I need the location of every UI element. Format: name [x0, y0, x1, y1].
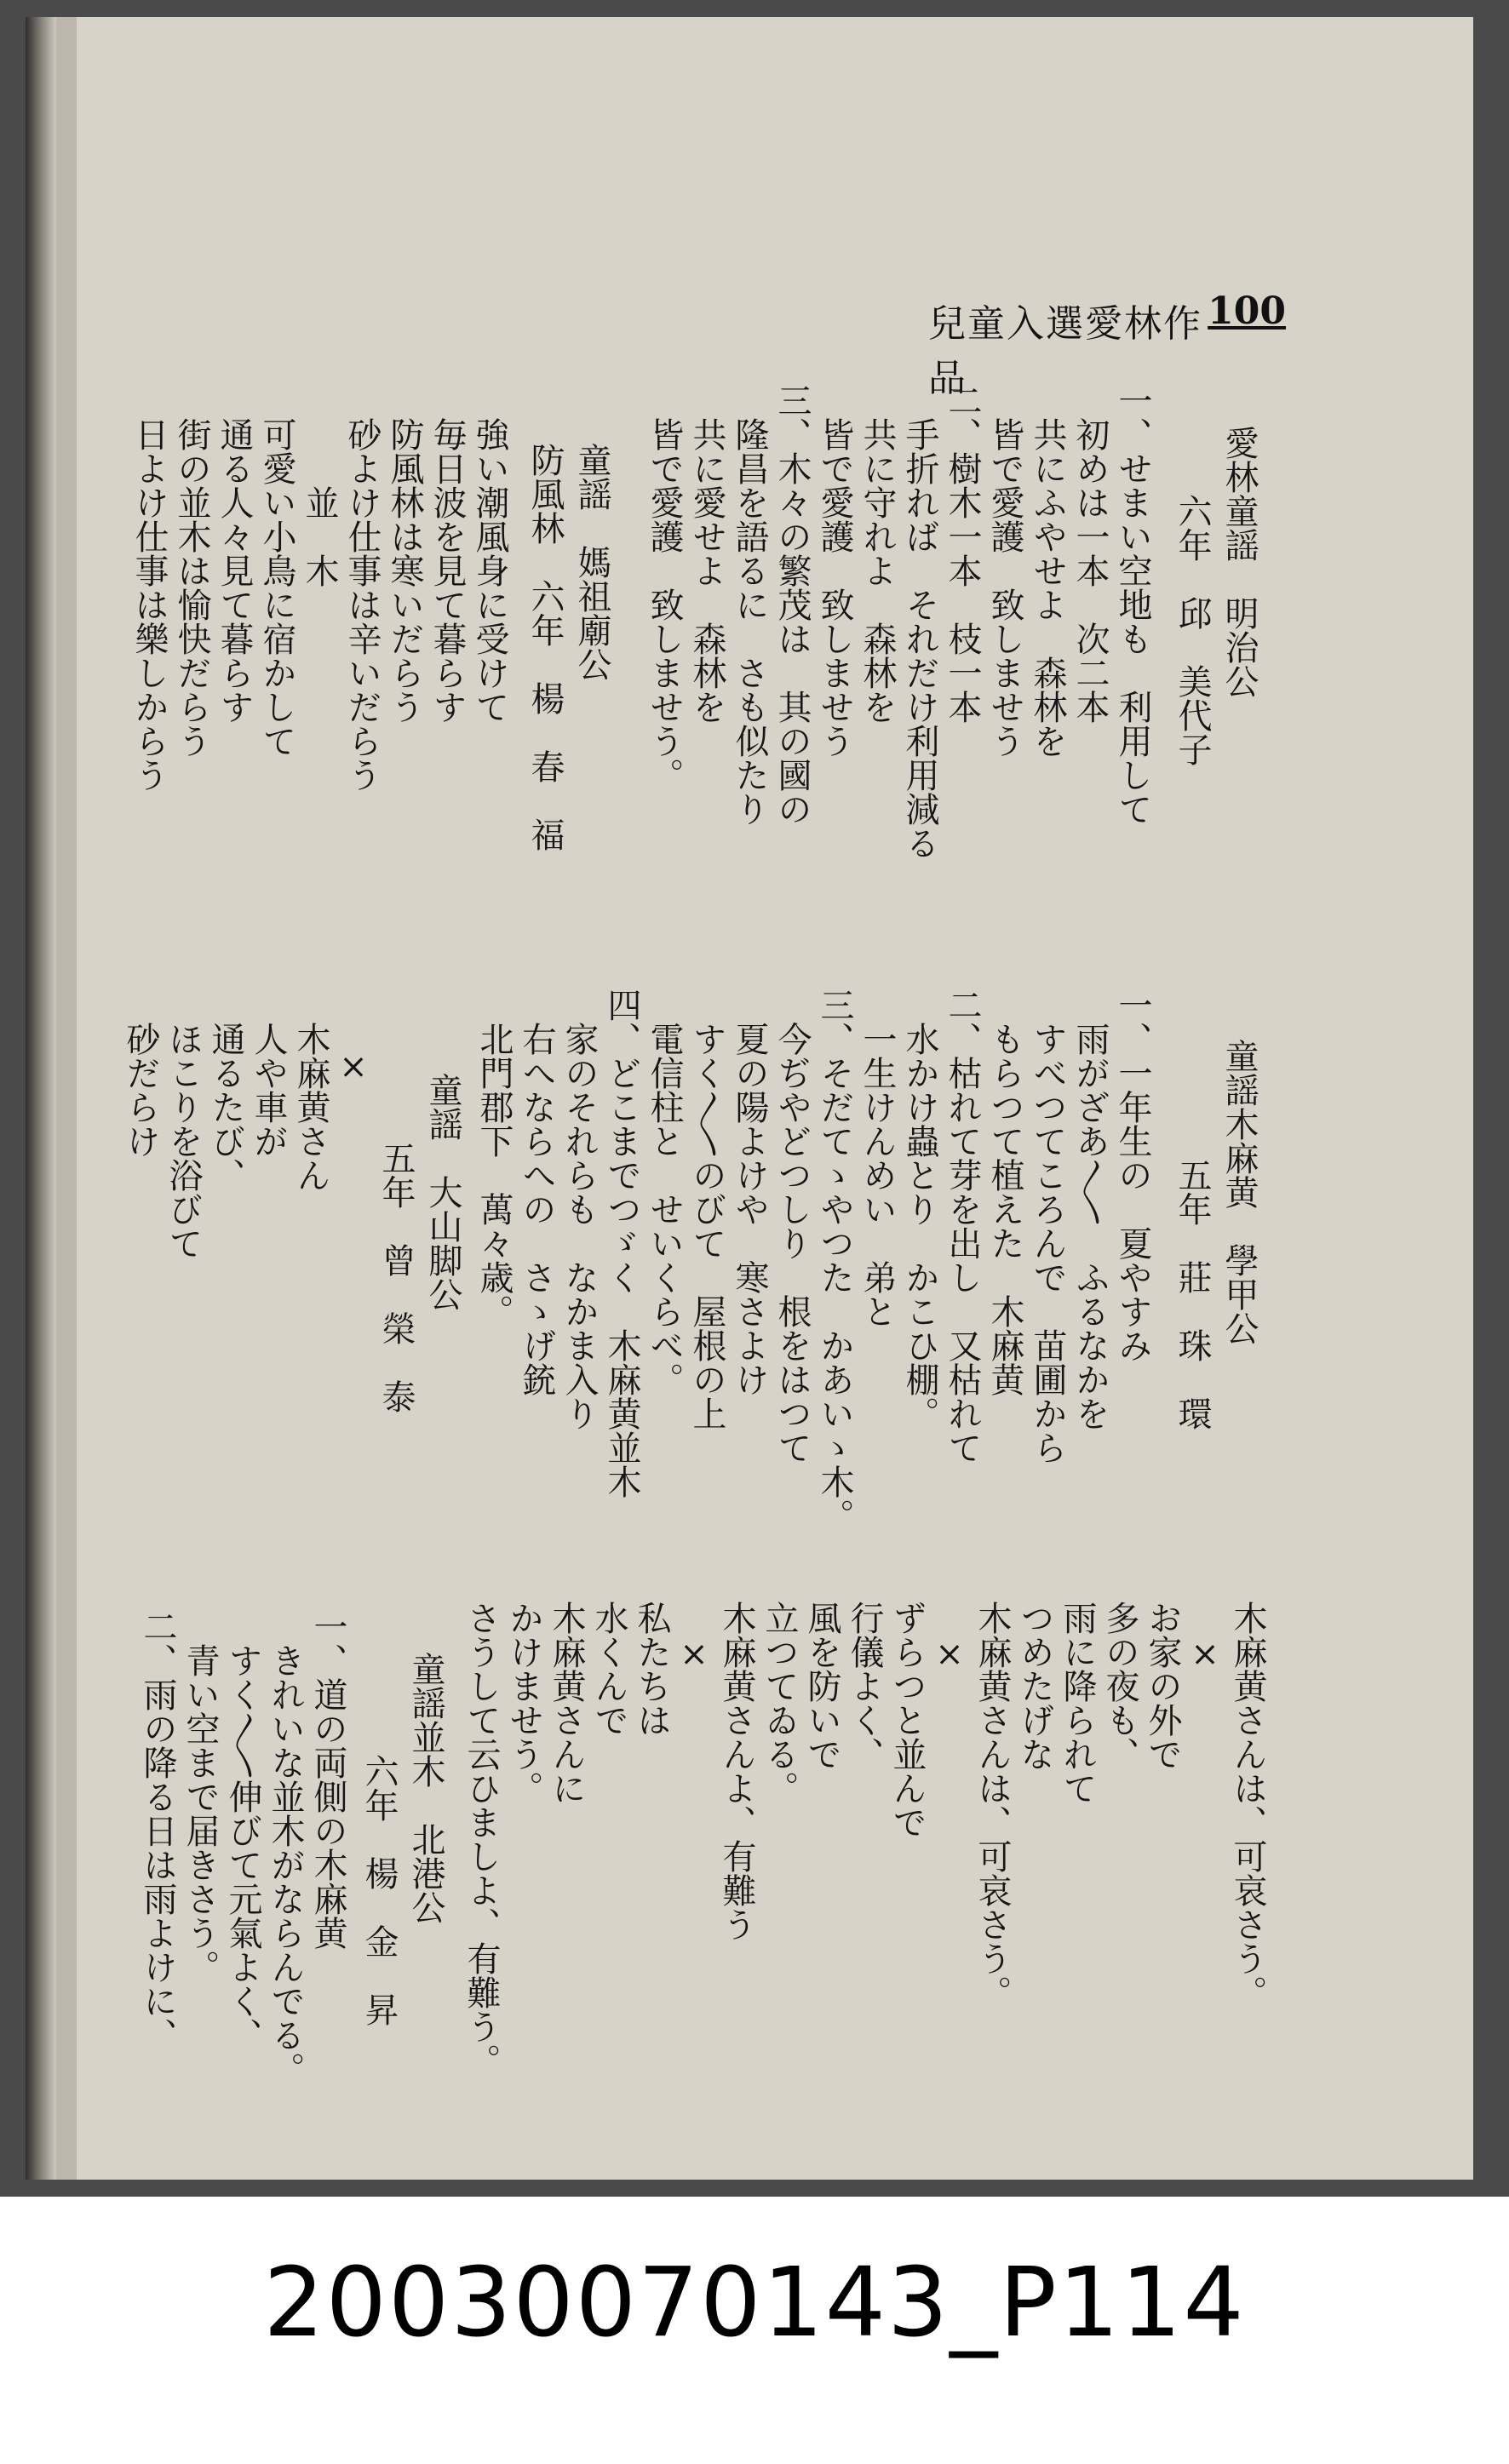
poem-line: 砂よけ仕事は辛いだらう: [342, 417, 382, 792]
poem-line: 街の並木は愉快だらう: [172, 417, 211, 758]
poem-line: 防風林は寒いだらう: [385, 417, 424, 724]
poem-line: 人や車が: [249, 1022, 288, 1158]
poem-line: ×: [334, 1047, 373, 1086]
page-number: 100: [1208, 289, 1286, 333]
header-title: 兒童入選愛林作品: [928, 302, 1202, 400]
poem-line: 一、道の両側の木麻黄: [308, 1609, 347, 1950]
poem-line: 木麻黄さんは、可哀さう。: [1228, 1601, 1267, 2009]
image-caption: 20030070143_P114: [263, 2248, 1246, 2358]
poem-line: ×: [1185, 1601, 1225, 1674]
poem-verse: 共に守れよ 森林を: [858, 383, 897, 724]
poem-line: 雨に降られて: [1058, 1601, 1097, 1805]
poem-verse: 手折れば それだけ利用減る: [900, 383, 939, 860]
running-header: [928, 288, 1286, 400]
poem-line: 私たちは: [632, 1601, 671, 1737]
poem-line: 風を防いで: [802, 1601, 841, 1771]
poem-line: 木麻黄さんは、可哀さう。: [973, 1601, 1012, 2009]
poem-author: 六年 楊 金 昇: [359, 1754, 399, 2026]
poem-verse: もらつて植えた 木麻黄: [985, 988, 1024, 1396]
poem-author: 五年 曾 榮 泰: [376, 1141, 416, 1413]
poem-verse: 皆で愛護 致しませう。: [645, 383, 684, 792]
poem-line: かけませう。: [504, 1601, 543, 1805]
poem-title: 童謡 大山脚公: [423, 1073, 462, 1311]
poem-line: 日よけ仕事は樂しからう: [129, 417, 169, 792]
poem-verse: すく〳〵のびて 屋根の上: [687, 988, 726, 1430]
poem-line: 毎日波を見て暮らす: [427, 417, 467, 724]
poem-line: 木麻黄さんよ、有難う: [717, 1601, 756, 1941]
poem-title: 童謡木麻黄 學甲公: [1219, 1039, 1259, 1345]
poem-verse: 水かけ蟲とり かこひ棚。: [900, 988, 939, 1430]
poem-line: 行儀よく、: [845, 1601, 884, 1771]
poem-line: すく〳〵伸びて元氣よく、: [223, 1609, 262, 2052]
poem-verse: 初めは一本 次二本: [1070, 383, 1110, 724]
poem-verse: 家のそれらも なかま入り: [559, 988, 599, 1430]
poem-verse: 共にふやせよ 森林を: [1028, 383, 1067, 758]
poem-verse: 右へならへの さゝげ銃: [517, 988, 556, 1396]
poem-verse: 二、枯れて芽を出し 又枯れて: [943, 988, 982, 1464]
facing-page-edge: [56, 17, 77, 2180]
poem-verse: 一、せまい空地も 利用して: [1113, 383, 1152, 826]
poem-verse: 三、そだてゝやつた かあいゝ木。: [815, 988, 854, 1533]
poem-line: 二、雨の降る日は雨よけに、: [138, 1609, 177, 2052]
poem-line: ×: [930, 1601, 969, 1674]
poem-verse: 四、どこまでつゞく 木麻黄並木: [602, 988, 641, 1498]
poem-title: 愛林童謡 明治公: [1219, 426, 1259, 698]
paper-sheet: [26, 17, 1473, 2180]
poem-line: 通るたび、: [206, 1022, 245, 1192]
poem-verse: 三、木々の繁茂は 其の國の: [772, 383, 812, 826]
poem-line: つめたげな: [1015, 1601, 1054, 1771]
poem-verse: 一、一年生の 夏やすみ: [1113, 988, 1152, 1362]
poem-line: 青い空まで届きさう。: [181, 1609, 220, 1984]
poem-line: 多の夜も、: [1100, 1601, 1139, 1771]
poem-line: 木麻黄さん: [291, 1022, 330, 1192]
poem-line: 木麻黄さんに: [547, 1601, 586, 1805]
poem-line: 砂だらけ: [121, 1022, 160, 1158]
poem-line: さうして云ひましよ、有難う。: [462, 1601, 501, 2077]
poem-line: ×: [674, 1601, 714, 1674]
poem-line: ほこりを浴びて: [164, 1022, 203, 1260]
poem-verse: 北門郡下 萬々歳。: [474, 988, 514, 1328]
poem-verse: 電信柱と せいくらべ。: [645, 988, 684, 1396]
poem-line: きれいな並木がならんでる。: [266, 1609, 305, 2086]
poem-verse: 共に愛せよ 森林を: [687, 383, 726, 724]
poem-line: ずらつと並んで: [887, 1601, 927, 1839]
poem-verse: 隆昌を語るに さも似たり: [730, 383, 769, 826]
binding-shadow: [26, 17, 56, 2180]
poem-subtitle: 防風林 六年 楊 春 福: [525, 443, 565, 851]
poem-verse: 皆で愛護 致しませう: [985, 383, 1024, 758]
poem-author: 五年 莊 珠 環: [1173, 1158, 1212, 1430]
poem-author: 六年 邱 美代子: [1173, 494, 1212, 766]
poem-line: 通る人々見て暮らす: [215, 417, 254, 724]
poem-verse: 二、樹木一本 枝一本: [943, 383, 982, 724]
poem-title: 童謡並木 北港公: [406, 1652, 445, 1924]
poem-title: 童謡 媽祖廟公: [572, 443, 611, 681]
poem-verse: 雨がざあ〳〵 ふるなかを: [1070, 988, 1110, 1430]
poem-verse: 皆で愛護 致しませう: [815, 383, 854, 758]
poem-line: お家の外で: [1143, 1601, 1182, 1771]
poem-line: 水くんで: [589, 1601, 628, 1737]
poem-line: 並 木: [300, 417, 339, 587]
poem-verse: 今ぢやどつしり 根をはつて: [772, 988, 812, 1464]
poem-verse: 夏の陽よけや 寒さよけ: [730, 988, 769, 1396]
poem-verse: 一生けんめい 弟と: [858, 988, 897, 1328]
poem-verse: すべつてころんで 苗圃から: [1028, 988, 1067, 1464]
poem-line: 立つてゐる。: [760, 1601, 799, 1805]
poem-line: 可愛い小鳥に宿かして: [257, 417, 296, 758]
poem-line: 強い潮風身に受けて: [470, 417, 509, 724]
